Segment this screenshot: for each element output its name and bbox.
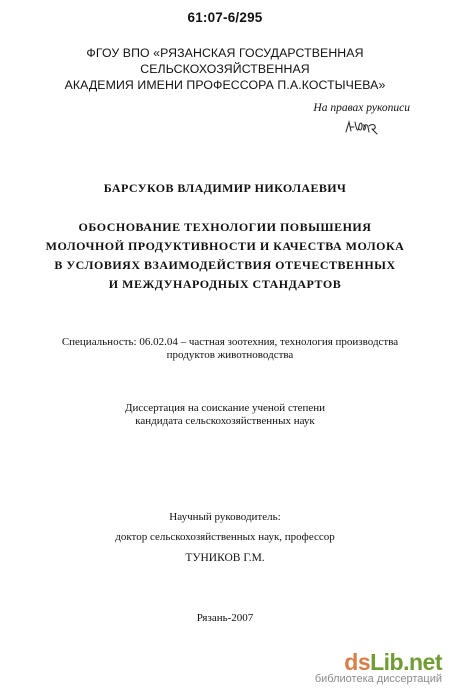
specialty-block bbox=[40, 336, 420, 362]
supervisor-block bbox=[40, 511, 410, 565]
watermark-subtitle: библиотека диссертаций bbox=[314, 673, 442, 685]
signature-image bbox=[344, 118, 380, 136]
watermark-logo-part: ds bbox=[344, 649, 371, 675]
degree-block bbox=[40, 402, 410, 428]
supervisor-name: ТУНИКОВ Г.М. bbox=[185, 552, 265, 564]
title-line: МОЛОЧНОЙ ПРОДУКТИВНОСТИ И КАЧЕСТВА МОЛОКА bbox=[45, 239, 405, 253]
specialty-line-1: Специальность: 06.02.04 – частная зоотехния, технология производства bbox=[61, 336, 399, 348]
supervisor-label: Научный руководитель: bbox=[169, 511, 281, 523]
institution-line-1: ФГОУ ВПО «РЯЗАНСКАЯ ГОСУДАРСТВЕННАЯ СЕЛЬСКОХОЗЯЙСТВЕННАЯ bbox=[86, 46, 364, 76]
watermark-logo-part: .net bbox=[403, 649, 442, 675]
institution-line-2: АКАДЕМИЯ ИМЕНИ ПРОФЕССОРА П.А.КОСТЫЧЕВА» bbox=[64, 78, 386, 92]
dissertation-title bbox=[10, 218, 440, 294]
title-line: И МЕЖДУНАРОДНЫХ СТАНДАРТОВ bbox=[108, 277, 342, 291]
specialty-line-2: продуктов животноводства bbox=[166, 349, 294, 361]
city-year: Рязань-2007 bbox=[196, 612, 254, 624]
manuscript-rights-note: На правах рукописи bbox=[313, 102, 410, 114]
title-line: В УСЛОВИЯХ ВЗАИМОДЕЙСТВИЯ ОТЕЧЕСТВЕННЫХ bbox=[54, 258, 396, 272]
catalog-code: 61:07-6/295 bbox=[187, 10, 263, 25]
degree-line-2: кандидата сельскохозяйственных наук bbox=[135, 415, 315, 427]
supervisor-degree: доктор сельскохозяйственных наук, профессор bbox=[115, 531, 335, 543]
watermark-logo bbox=[312, 649, 442, 675]
dslib-watermark bbox=[312, 649, 442, 686]
title-line: ОБОСНОВАНИЕ ТЕХНОЛОГИИ ПОВЫШЕНИЯ bbox=[78, 220, 372, 234]
author-name: БАРСУКОВ ВЛАДИМИР НИКОЛАЕВИЧ bbox=[103, 181, 347, 195]
degree-line-1: Диссертация на соискание ученой степени bbox=[124, 402, 326, 414]
institution-name bbox=[14, 45, 436, 93]
watermark-logo-part: Lib bbox=[370, 649, 404, 675]
